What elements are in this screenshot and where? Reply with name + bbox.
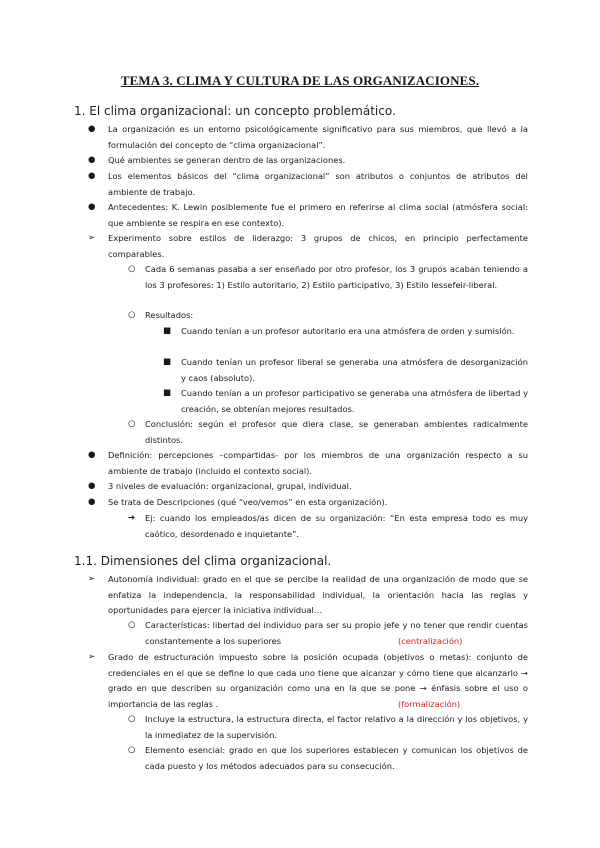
list-item: Cuando tenían a un profesor autoritario era una atmósfera de orden y sumisión. — [181, 326, 515, 336]
bullet-dot: ● — [88, 155, 96, 165]
list-item: Los elementos básicos del “clima organizacional” son atributos o conjuntos de atributos del ambiente de trabajo. — [108, 171, 528, 197]
list-item: Antecedentes: K. Lewin posiblemente fue el primero en referirse al clima social (atmósfera social: que ambiente se respira en ese contexto). — [108, 202, 528, 228]
bullet-arrow: ➢ — [88, 652, 96, 662]
tag-centralizacion: (centralización) — [398, 636, 463, 646]
page-title: TEMA 3. CLIMA Y CULTURA DE LAS ORGANIZACIONES. — [120, 73, 480, 88]
list-item: Características: libertad del individuo para ser su propio jefe y no tener que rendir cuentas constantemente a los superiores — [145, 620, 528, 646]
list-item: Cuando tenían a un profesor participativo se generaba una atmósfera de libertad y creación, se obtenían mejores resultados. — [181, 388, 528, 414]
bullet-dot: ● — [88, 481, 96, 491]
list-item: Se trata de Descripciones (qué “veo/vemos” en esta organización). — [108, 497, 388, 507]
bullet-right-arrow: ➔ — [128, 513, 136, 523]
list-item: Definición: percepciones –compartidas- por los miembros de una organización respecto a su ambiente de trabajo (incluido el contexto social). — [108, 450, 528, 476]
list-item: La organización es un entorno psicológicamente significativo para sus miembros, que llevó a la formulación del concepto de “clima organizacional”. — [108, 124, 528, 150]
list-item: Cada 6 semanas pasaba a ser enseñado por otro profesor, los 3 grupos acaban teniendo a los 3 profesores: 1) Estilo autoritario, 2) Estilo participativo, 3) Estilo lessefeir-liberal. — [145, 264, 528, 290]
bullet-circle: ○ — [128, 264, 136, 274]
bullet-circle: ○ — [128, 310, 136, 320]
bullet-square: ■ — [163, 357, 172, 367]
bullet-dot: ● — [88, 124, 96, 134]
bullet-dot: ● — [88, 450, 96, 460]
section-heading-dimensiones: 1.1. Dimensiones del clima organizacional. — [74, 554, 332, 568]
bullet-square: ■ — [163, 388, 172, 398]
bullet-circle: ○ — [128, 419, 136, 429]
list-item: Qué ambientes se generan dentro de las organizaciones. — [108, 155, 346, 165]
list-item: Cuando tenían un profesor liberal se generaba una atmósfera de desorganización y caos (absoluto). — [181, 357, 528, 383]
bullet-dot: ● — [88, 202, 96, 212]
bullet-circle: ○ — [128, 745, 136, 755]
list-item: Autonomía individual: grado en el que se percibe la realidad de una organización de modo que se enfatiza la independencia, la responsabilidad individual, la orientación hacia las reglas y oportunidades para ejercer la iniciativa individual… — [108, 574, 528, 616]
bullet-dot: ● — [88, 497, 96, 507]
bullet-square: ■ — [163, 326, 172, 336]
list-item: Grado de estructuración impuesto sobre la posición ocupada (objetivos o metas): conjunto de credenciales en el que se define lo que cada uno tiene que alcanzar y cómo tiene que alcanzarlo → grado en que describen su organización como una en la que se pone → énfasis sobre el uso o importancia de las reglas . — [108, 652, 528, 709]
list-item: 3 niveles de evaluación: organizacional, grupal, individual. — [108, 481, 352, 491]
list-item: Experimento sobre estilos de liderazgo: 3 grupos de chicos, en principio perfectamente comparables. — [108, 233, 528, 259]
list-item: Resultados: — [145, 310, 194, 320]
bullet-circle: ○ — [128, 620, 136, 630]
bullet-arrow: ➢ — [88, 233, 96, 243]
list-item: Elemento esencial: grado en que los superiores establecen y comunican los objetivos de cada puesto y los métodos adecuados para su consecución. — [145, 745, 528, 771]
list-item: Conclusión: según el profesor que diera clase, se generaban ambientes radicalmente distintos. — [145, 419, 528, 445]
bullet-circle: ○ — [128, 714, 136, 724]
tag-formalizacion: (formalización) — [398, 699, 461, 709]
list-item: Ej: cuando los empleados/as dicen de su organización: “En esta empresa todo es muy caótico, desordenado e inquietante”. — [145, 513, 528, 539]
section-heading-clima: 1. El clima organizacional: un concepto problemático. — [74, 104, 396, 118]
bullet-dot: ● — [88, 171, 96, 181]
bullet-arrow: ➢ — [88, 574, 96, 584]
list-item: Incluye la estructura, la estructura directa, el factor relativo a la dirección y los objetivos, y la inmediatez de la supervisión. — [145, 714, 528, 740]
